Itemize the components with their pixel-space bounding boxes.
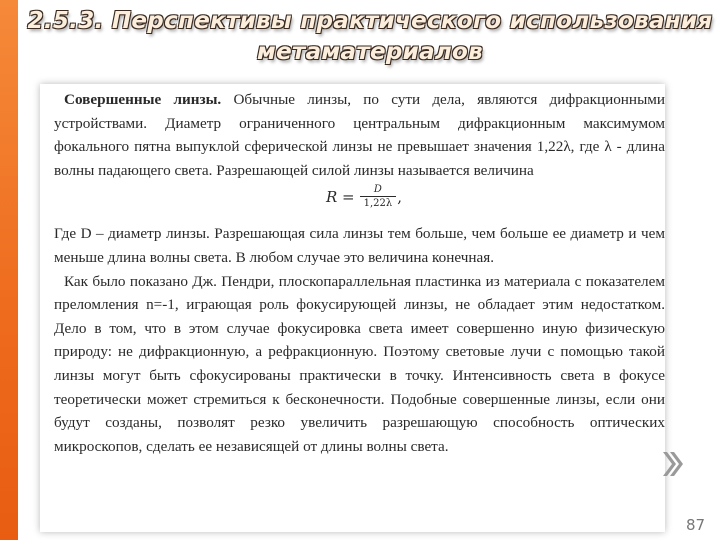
slide-title-line-2: метаматериалов	[256, 39, 483, 65]
chevron-right-double-icon[interactable]	[660, 448, 686, 480]
formula-expression	[326, 184, 402, 210]
formula-numerator: D	[373, 184, 382, 196]
paragraph-text: Обычные линзы, по сути дела, являются дифракционными устройствами. Диаметр ограниченного центральным дифракционным максимумом фокального пятна выпуклой сферической линзы не превышает значения 1,22λ, где λ - длина волны падающего света. Разрешающей силой линзы называется величина	[54, 91, 666, 179]
page-number: 87	[686, 516, 706, 534]
slide-title-line-1: 2.5.3. Перспективы практического использования	[27, 8, 713, 34]
formula-denominator: 1,22λ	[363, 198, 393, 210]
paragraph-pendry: Как было показано Дж. Пендри, плоскопараллельная пластинка из материала с показателем преломления n=-1, играющая роль фокусирующей линзы, не обладает этим недостатком. Дело в том, что в этом случае фокусировка света имеет совершенно иную физическую природу: не дифракционную, а рефракционную. Поэтому световые лучи с помощью такой линзы могут быть сфокусированы практически в точку. Интенсивность света в фокусе теоретически может стремиться к бесконечности. Подобные совершенные линзы, если они будут созданы, позволят резко увеличить разрешающую способность оптических микроскопов, сделать ее независящей от длины волны света.	[54, 272, 665, 455]
slide-title	[20, 6, 720, 68]
content-box	[40, 84, 665, 532]
paragraph-lead: Совершенные линзы.	[64, 91, 222, 108]
formula-fraction	[360, 184, 397, 210]
body-text	[54, 88, 665, 458]
paragraph-perfect-lenses	[54, 88, 665, 182]
formula-trailing: ,	[397, 187, 403, 206]
accent-side-bar	[0, 0, 18, 540]
paragraph-diameter: Где D – диаметр линзы. Разрешающая сила линзы тем больше, чем больше ее диаметр и чем меньше длина волны света. В любом случае это величина конечная.	[54, 225, 665, 266]
formula-lhs: R =	[326, 187, 355, 206]
formula	[54, 182, 665, 222]
